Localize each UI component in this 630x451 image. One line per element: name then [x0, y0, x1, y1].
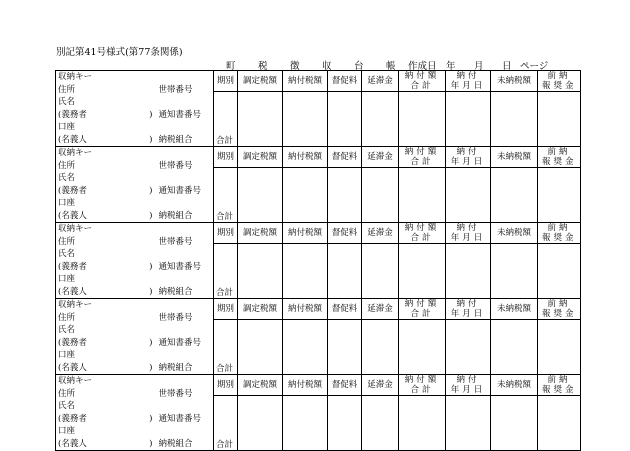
total-label: 合計: [214, 136, 238, 147]
paid-cell[interactable]: [283, 320, 328, 375]
record-header-row: [56, 223, 581, 244]
paid-date-cell[interactable]: [446, 92, 491, 147]
obligor-label: (義務者: [58, 413, 87, 424]
period-header: 期別: [214, 299, 238, 320]
paid-cell[interactable]: [283, 168, 328, 223]
period-cell[interactable]: [214, 168, 238, 213]
paid-date-header: 納付 年月日: [446, 375, 491, 396]
period-cell[interactable]: [214, 320, 238, 365]
period-header: 期別: [214, 71, 238, 92]
paid-cell[interactable]: [283, 92, 328, 147]
holder-label: (名義人: [58, 438, 87, 449]
household-label: 世帯番号: [158, 84, 193, 95]
household-label: 世帯番号: [158, 236, 193, 247]
month-label: 月: [474, 61, 484, 72]
paid-total-cell[interactable]: [399, 396, 446, 451]
record-header-row: [56, 71, 581, 92]
address-label: 住所: [58, 236, 76, 247]
paid-total-cell[interactable]: [399, 92, 446, 147]
address-label: 住所: [58, 84, 76, 95]
late-cell[interactable]: [362, 168, 399, 223]
paid-total-cell[interactable]: [399, 168, 446, 223]
account-label: 口座: [58, 274, 76, 284]
advance-cell[interactable]: [538, 320, 581, 375]
reminder-header: 督促料: [328, 147, 362, 168]
close-paren: ): [149, 362, 153, 373]
late-header: 延滞金: [362, 223, 399, 244]
total-label: 合計: [214, 288, 238, 299]
close-paren: ): [149, 210, 153, 221]
obligor-label: (義務者: [58, 337, 87, 348]
assessed-header: 調定税額: [238, 299, 283, 320]
record-header-row: [56, 375, 581, 396]
unpaid-cell[interactable]: [491, 244, 538, 299]
advance-header: 前納 報奨金: [538, 147, 581, 168]
assessed-cell[interactable]: [238, 320, 283, 375]
title-char: 収: [322, 61, 332, 72]
day-label: 日: [502, 61, 512, 72]
household-label: 世帯番号: [158, 388, 193, 399]
record-left-info: [56, 299, 159, 375]
unpaid-header: 未納税額: [491, 223, 538, 244]
unpaid-cell[interactable]: [491, 168, 538, 223]
unpaid-header: 未納税額: [491, 375, 538, 396]
ledger-body: [56, 71, 581, 451]
assessed-header: 調定税額: [238, 223, 283, 244]
account-label: 口座: [58, 426, 76, 436]
address-label: 住所: [58, 160, 76, 171]
paid-total-header: 納付額 合計: [399, 299, 446, 320]
reminder-cell[interactable]: [328, 168, 362, 223]
holder-label: (名義人: [58, 362, 87, 373]
unpaid-header: 未納税額: [491, 71, 538, 92]
paid-total-header: 納付額 合計: [399, 147, 446, 168]
close-paren: ): [149, 286, 153, 297]
record-mid-info: [159, 71, 214, 147]
household-label: 世帯番号: [158, 160, 193, 171]
notice-label: 通知書番号: [158, 109, 202, 120]
paid-header: 納付税額: [283, 71, 328, 92]
record-left-info: [56, 375, 159, 451]
obligor-label: (義務者: [58, 261, 87, 272]
reminder-cell[interactable]: [328, 244, 362, 299]
receipt-key-label: 収納キー: [58, 300, 93, 310]
advance-cell[interactable]: [538, 92, 581, 147]
paid-total-cell[interactable]: [399, 320, 446, 375]
late-cell[interactable]: [362, 92, 399, 147]
late-cell[interactable]: [362, 244, 399, 299]
late-header: 延滞金: [362, 147, 399, 168]
total-label: 合計: [214, 212, 238, 223]
receipt-key-label: 収納キー: [58, 376, 93, 386]
name-label: 氏名: [58, 325, 76, 335]
record-header-row: [56, 299, 581, 320]
paid-total-header: 納付額 合計: [399, 223, 446, 244]
reminder-header: 督促料: [328, 71, 362, 92]
paid-cell[interactable]: [283, 396, 328, 451]
total-label: 合計: [214, 364, 238, 375]
assessed-header: 調定税額: [238, 147, 283, 168]
close-paren: ): [149, 134, 153, 145]
title-char: 町: [226, 61, 236, 72]
assessed-cell[interactable]: [238, 244, 283, 299]
reminder-cell[interactable]: [328, 92, 362, 147]
association-label: 納税組合: [158, 362, 193, 373]
receipt-key-label: 収納キー: [58, 72, 93, 82]
paid-total-header: 納付額 合計: [399, 71, 446, 92]
reminder-cell[interactable]: [328, 320, 362, 375]
ledger-table: [55, 70, 581, 451]
paid-header: 納付税額: [283, 375, 328, 396]
receipt-key-label: 収納キー: [58, 224, 93, 234]
created-label: 作成日: [408, 61, 437, 72]
obligor-label: (義務者: [58, 109, 87, 120]
paid-date-cell[interactable]: [446, 320, 491, 375]
holder-label: (名義人: [58, 286, 87, 297]
close-paren: ): [149, 185, 153, 196]
address-label: 住所: [58, 312, 76, 323]
advance-cell[interactable]: [538, 396, 581, 451]
obligor-label: (義務者: [58, 185, 87, 196]
record-mid-info: [159, 375, 214, 451]
record-header-row: [56, 147, 581, 168]
reminder-cell[interactable]: [328, 396, 362, 451]
association-label: 納税組合: [158, 210, 193, 221]
period-header: 期別: [214, 147, 238, 168]
record-mid-info: [159, 147, 214, 223]
page-label: ページ: [520, 61, 549, 72]
advance-header: 前納 報奨金: [538, 375, 581, 396]
unpaid-cell[interactable]: [491, 320, 538, 375]
record-mid-info: [159, 223, 214, 299]
record-left-info: [56, 223, 159, 299]
name-label: 氏名: [58, 249, 76, 259]
advance-header: 前納 報奨金: [538, 223, 581, 244]
account-label: 口座: [58, 198, 76, 208]
receipt-key-label: 収納キー: [58, 148, 93, 158]
account-label: 口座: [58, 122, 76, 132]
late-header: 延滞金: [362, 71, 399, 92]
title-char: 税: [258, 61, 268, 72]
close-paren: ): [149, 413, 153, 424]
assessed-header: 調定税額: [238, 71, 283, 92]
paid-date-cell[interactable]: [446, 168, 491, 223]
record-mid-info: [159, 299, 214, 375]
unpaid-header: 未納税額: [491, 147, 538, 168]
paid-date-cell[interactable]: [446, 396, 491, 451]
unpaid-header: 未納税額: [491, 299, 538, 320]
period-cell[interactable]: [214, 92, 238, 137]
notice-label: 通知書番号: [158, 413, 202, 424]
period-header: 期別: [214, 223, 238, 244]
association-label: 納税組合: [158, 134, 193, 145]
late-header: 延滞金: [362, 299, 399, 320]
holder-label: (名義人: [58, 210, 87, 221]
advance-header: 前納 報奨金: [538, 299, 581, 320]
name-label: 氏名: [58, 97, 76, 107]
address-label: 住所: [58, 388, 76, 399]
notice-label: 通知書番号: [158, 337, 202, 348]
close-paren: ): [149, 438, 153, 449]
reminder-header: 督促料: [328, 375, 362, 396]
paid-date-header: 納付 年月日: [446, 299, 491, 320]
paid-date-header: 納付 年月日: [446, 71, 491, 92]
assessed-cell[interactable]: [238, 396, 283, 451]
holder-label: (名義人: [58, 134, 87, 145]
paid-total-header: 納付額 合計: [399, 375, 446, 396]
paid-header: 納付税額: [283, 147, 328, 168]
record-left-info: [56, 71, 159, 147]
paid-header: 納付税額: [283, 223, 328, 244]
period-header: 期別: [214, 375, 238, 396]
late-cell[interactable]: [362, 320, 399, 375]
paid-date-header: 納付 年月日: [446, 223, 491, 244]
assessed-cell[interactable]: [238, 92, 283, 147]
paid-date-header: 納付 年月日: [446, 147, 491, 168]
reminder-header: 督促料: [328, 299, 362, 320]
title-char: 帳: [386, 61, 396, 72]
total-label: 合計: [214, 440, 238, 451]
unpaid-cell[interactable]: [491, 396, 538, 451]
association-label: 納税組合: [158, 286, 193, 297]
paid-header: 納付税額: [283, 299, 328, 320]
notice-label: 通知書番号: [158, 261, 202, 272]
period-cell[interactable]: [214, 244, 238, 289]
assessed-cell[interactable]: [238, 168, 283, 223]
period-cell[interactable]: [214, 396, 238, 441]
late-header: 延滞金: [362, 375, 399, 396]
name-label: 氏名: [58, 173, 76, 183]
close-paren: ): [149, 109, 153, 120]
paid-date-cell[interactable]: [446, 244, 491, 299]
account-label: 口座: [58, 350, 76, 360]
household-label: 世帯番号: [158, 312, 193, 323]
year-label: 年: [446, 61, 456, 72]
title-char: 徴: [290, 61, 300, 72]
advance-cell[interactable]: [538, 244, 581, 299]
name-label: 氏名: [58, 401, 76, 411]
title-char: 台: [354, 61, 364, 72]
record-left-info: [56, 147, 159, 223]
close-paren: ): [149, 337, 153, 348]
advance-header: 前納 報奨金: [538, 71, 581, 92]
unpaid-cell[interactable]: [491, 92, 538, 147]
reminder-header: 督促料: [328, 223, 362, 244]
association-label: 納税組合: [158, 438, 193, 449]
form-caption: 別記第41号様式(第77条関係): [56, 47, 183, 58]
late-cell[interactable]: [362, 396, 399, 451]
advance-cell[interactable]: [538, 168, 581, 223]
paid-cell[interactable]: [283, 244, 328, 299]
assessed-header: 調定税額: [238, 375, 283, 396]
close-paren: ): [149, 261, 153, 272]
paid-total-cell[interactable]: [399, 244, 446, 299]
notice-label: 通知書番号: [158, 185, 202, 196]
